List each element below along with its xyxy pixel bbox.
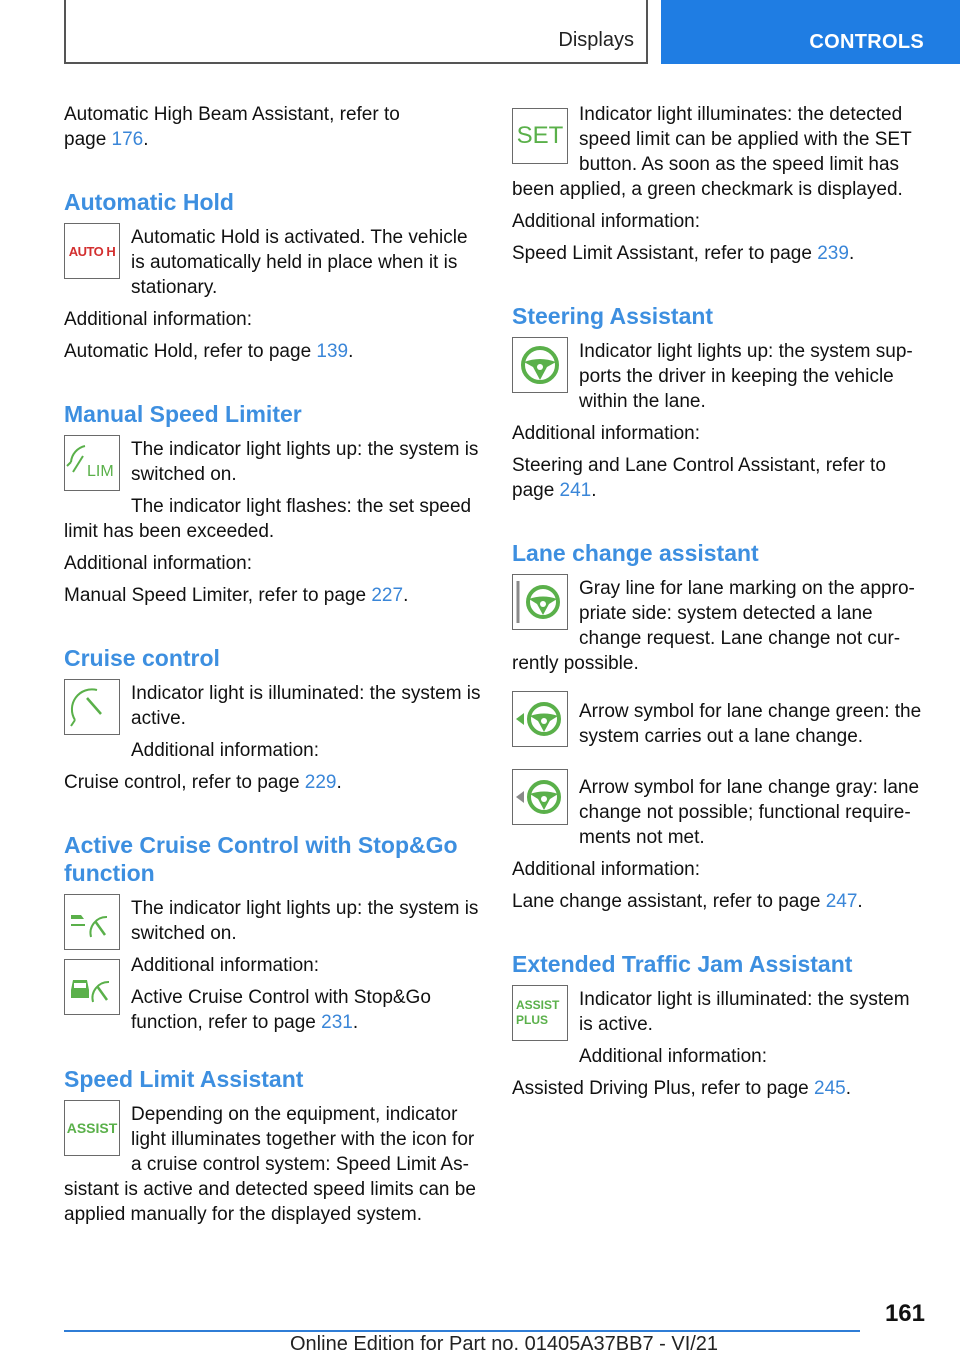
entry-lane-change-gray-line bbox=[512, 576, 928, 676]
tja-desc: Indicator light is illuminated: the system is active. bbox=[579, 989, 910, 1035]
heading-extended-traffic-jam-assistant: Extended Traffic Jam Assistant bbox=[512, 951, 853, 977]
speed-limiter-add-info: Additional information: bbox=[64, 553, 252, 574]
page-link-229[interactable]: 229 bbox=[304, 772, 337, 793]
header-chapter-label: CONTROLS bbox=[809, 31, 924, 53]
speed-limiter-desc1: The indicator light lights up: the system is switched on. bbox=[131, 439, 479, 485]
page-link-139[interactable]: 139 bbox=[316, 341, 349, 362]
lane-change-desc3: Arrow symbol for lane change gray: lane change not possible; functional require- ments not met. bbox=[579, 777, 920, 848]
tja-add-info: Additional information: bbox=[579, 1046, 767, 1067]
entry-set bbox=[512, 102, 928, 202]
lane-change-green-arrow-icon bbox=[512, 691, 568, 747]
lim-text-label: LIM bbox=[87, 463, 114, 480]
set-add-info: Additional information: bbox=[512, 211, 700, 232]
footer-edition: Online Edition for Part no. 01405A37BB7 - VI/21 bbox=[290, 1333, 719, 1355]
header-section-label: Displays bbox=[558, 29, 634, 51]
sla-desc: Depending on the equipment, indicator light illuminates together with the icon for a cruise control system: Speed Limit As- sistant is active and detected speed limits can be applied manually for the displayed system. bbox=[64, 1104, 476, 1225]
speed-limiter-ref: Manual Speed Limiter, refer to page 227. bbox=[64, 585, 409, 606]
heading-speed-limit-assistant: Speed Limit Assistant bbox=[64, 1066, 304, 1092]
steering-desc: Indicator light lights up: the system sup- ports the driver in keeping the vehicle within the lane. bbox=[579, 341, 913, 412]
page-link-227[interactable]: 227 bbox=[371, 585, 404, 606]
page-link-239[interactable]: 239 bbox=[817, 243, 849, 264]
header-section-box bbox=[64, 0, 648, 64]
page-link-231[interactable]: 231 bbox=[321, 1012, 353, 1033]
entry-speed-limiter bbox=[64, 437, 482, 519]
entry-lane-change-green-arrow bbox=[512, 699, 928, 749]
acc-desc: The indicator light lights up: the system is switched on. bbox=[131, 898, 479, 944]
speed-limiter-desc2-end: limit has been exceeded. bbox=[64, 521, 275, 542]
header-chapter-tab bbox=[661, 0, 960, 64]
entry-speed-limit-assistant bbox=[64, 1102, 482, 1227]
lane-change-desc1: Gray line for lane marking on the appro- priate side: system detected a lane change request. Lane change not cur- rently possible. bbox=[512, 578, 915, 674]
speed-limiter-indicator-icon bbox=[64, 435, 120, 491]
set-ref: Speed Limit Assistant, refer to page 239. bbox=[512, 243, 855, 264]
lane-change-gray-arrow-icon bbox=[512, 769, 568, 825]
acc-vehicle-detected-icon bbox=[64, 959, 120, 1015]
heading-manual-speed-limiter: Manual Speed Limiter bbox=[64, 401, 302, 427]
acc-indicator-icon bbox=[64, 894, 120, 950]
steering-wheel-green-icon bbox=[512, 337, 568, 393]
page-link-245[interactable]: 245 bbox=[814, 1078, 846, 1099]
left-column bbox=[64, 102, 482, 1227]
cruise-control-indicator-icon bbox=[64, 679, 120, 735]
entry-steering-assistant bbox=[512, 339, 928, 414]
cruise-ref: Cruise control, refer to page 229. bbox=[64, 772, 342, 793]
set-desc: Indicator light illuminates: the detected speed limit can be applied with the SET button. As soon as the speed limit has been applied, a green checkmark is displayed. bbox=[512, 104, 912, 200]
lane-change-gray-line-icon bbox=[512, 574, 568, 630]
heading-lane-change-assistant: Lane change assistant bbox=[512, 540, 759, 566]
auto-hold-desc: Automatic Hold is activated. The vehicle is automatically held in place when it is stationary. bbox=[131, 227, 468, 298]
auto-hold-indicator-icon: AUTO H bbox=[64, 223, 120, 279]
heading-steering-assistant: Steering Assistant bbox=[512, 303, 714, 329]
intro-text: Automatic High Beam Assistant, refer to page 176. bbox=[64, 104, 400, 150]
lane-change-ref: Lane change assistant, refer to page 247. bbox=[512, 891, 863, 912]
assist-indicator-icon: ASSIST bbox=[64, 1100, 120, 1156]
entry-traffic-jam-assistant bbox=[512, 987, 928, 1069]
entry-automatic-hold bbox=[64, 225, 482, 300]
auto-hold-ref: Automatic Hold, refer to page 139. bbox=[64, 341, 354, 362]
page-link-176[interactable]: 176 bbox=[111, 129, 144, 150]
assist-plus-indicator-icon: ASSIST PLUS bbox=[512, 985, 568, 1041]
cruise-desc: Indicator light is illuminated: the system is active. bbox=[131, 683, 481, 729]
lane-change-desc2: Arrow symbol for lane change green: the system carries out a lane change. bbox=[579, 701, 922, 747]
heading-active-cruise-control: Active Cruise Control with Stop&Go function bbox=[64, 832, 458, 886]
entry-lane-change-gray-arrow bbox=[512, 775, 928, 850]
tja-ref: Assisted Driving Plus, refer to page 245. bbox=[512, 1078, 852, 1099]
page-number: 161 bbox=[884, 1300, 925, 1327]
lane-change-add-info: Additional information: bbox=[512, 859, 700, 880]
acc-ref: Active Cruise Control with Stop&Go function, refer to page 231. bbox=[131, 987, 431, 1033]
heading-cruise-control: Cruise control bbox=[64, 645, 220, 671]
footer-divider bbox=[64, 1330, 860, 1332]
auto-hold-add-info: Additional information: bbox=[64, 309, 252, 330]
steering-add-info: Additional information: bbox=[512, 423, 700, 444]
page-link-247[interactable]: 247 bbox=[825, 891, 858, 912]
page-link-241[interactable]: 241 bbox=[559, 480, 592, 501]
right-column bbox=[512, 102, 928, 1101]
entry-cruise-control bbox=[64, 681, 482, 763]
heading-automatic-hold: Automatic Hold bbox=[64, 189, 234, 215]
acc-add-info: Additional information: bbox=[131, 955, 319, 976]
steering-ref: Steering and Lane Control Assistant, refer to page 241. bbox=[512, 455, 886, 501]
cruise-add-info: Additional information: bbox=[131, 740, 319, 761]
set-indicator-icon: SET bbox=[512, 108, 568, 164]
entry-acc bbox=[64, 896, 482, 1035]
speed-limiter-desc2-start: The indicator light flashes: the set speed bbox=[131, 496, 472, 517]
